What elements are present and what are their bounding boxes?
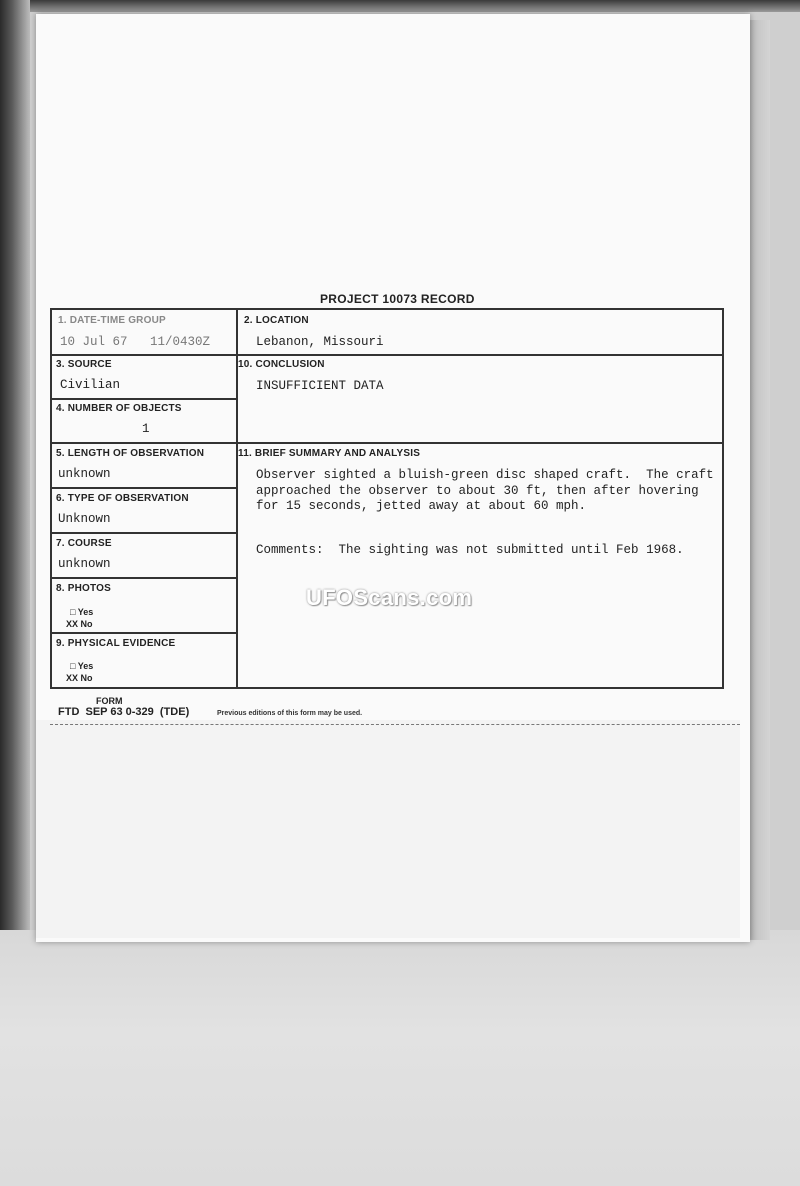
record-form [50, 308, 724, 689]
conclusion-label: 10. CONCLUSION [238, 359, 325, 370]
physical-no-option: XX No [66, 673, 93, 683]
course-label: 7. COURSE [56, 538, 112, 549]
summary-comments: Comments: The sighting was not submitted until Feb 1968. [256, 543, 684, 557]
source-label: 3. SOURCE [56, 359, 112, 370]
summary-line: Observer sighted a bluish-green disc shaped craft. The craft [256, 468, 714, 482]
summary-line: for 15 seconds, jetted away at about 60 mph. [256, 499, 587, 513]
watermark: UFOScans.com [306, 585, 473, 610]
footer-note: Previous editions of this form may be used. [217, 710, 363, 717]
summary-label: 11. BRIEF SUMMARY AND ANALYSIS [238, 448, 421, 459]
row-divider [52, 487, 236, 489]
photos-yes-option: □ Yes [70, 607, 94, 617]
document-page-lower [36, 720, 740, 938]
photos-label: 8. PHOTOS [56, 583, 111, 594]
background-lower [0, 930, 800, 1186]
row-divider [52, 354, 236, 356]
row-divider [52, 442, 236, 444]
form-title: PROJECT 10073 RECORD [320, 292, 475, 306]
type-of-observation-value: Unknown [58, 512, 111, 526]
date-time-value: 10 Jul 67 11/0430Z [60, 335, 211, 349]
physical-yes-option: □ Yes [70, 661, 94, 671]
scan-left-edge [0, 0, 30, 930]
row-divider [236, 354, 724, 356]
row-divider [52, 398, 236, 400]
scan-top-edge [0, 0, 800, 12]
date-time-label: 1. DATE-TIME GROUP [58, 315, 166, 326]
number-of-objects-label: 4. NUMBER OF OBJECTS [56, 403, 182, 414]
row-divider [52, 632, 236, 634]
physical-evidence-label: 9. PHYSICAL EVIDENCE [56, 638, 176, 649]
summary-line: approached the observer to about 30 ft, then after hovering [256, 484, 699, 498]
number-of-objects-value: 1 [142, 422, 150, 436]
photos-no-option: XX No [66, 619, 93, 629]
source-value: Civilian [60, 378, 121, 392]
course-value: unknown [58, 557, 111, 571]
cut-line [50, 724, 740, 726]
footer-form-id: FTD SEP 63 0-329 (TDE) [58, 706, 190, 718]
location-label: 2. LOCATION [244, 315, 309, 326]
conclusion-value: INSUFFICIENT DATA [256, 379, 384, 393]
footer-form-word: FORM [96, 696, 123, 706]
location-value: Lebanon, Missouri [256, 335, 384, 349]
length-of-observation-label: 5. LENGTH OF OBSERVATION [56, 448, 205, 459]
type-of-observation-label: 6. TYPE OF OBSERVATION [56, 493, 189, 504]
row-divider [52, 577, 236, 579]
row-divider [52, 532, 236, 534]
length-of-observation-value: unknown [58, 467, 111, 481]
row-divider [236, 442, 724, 444]
